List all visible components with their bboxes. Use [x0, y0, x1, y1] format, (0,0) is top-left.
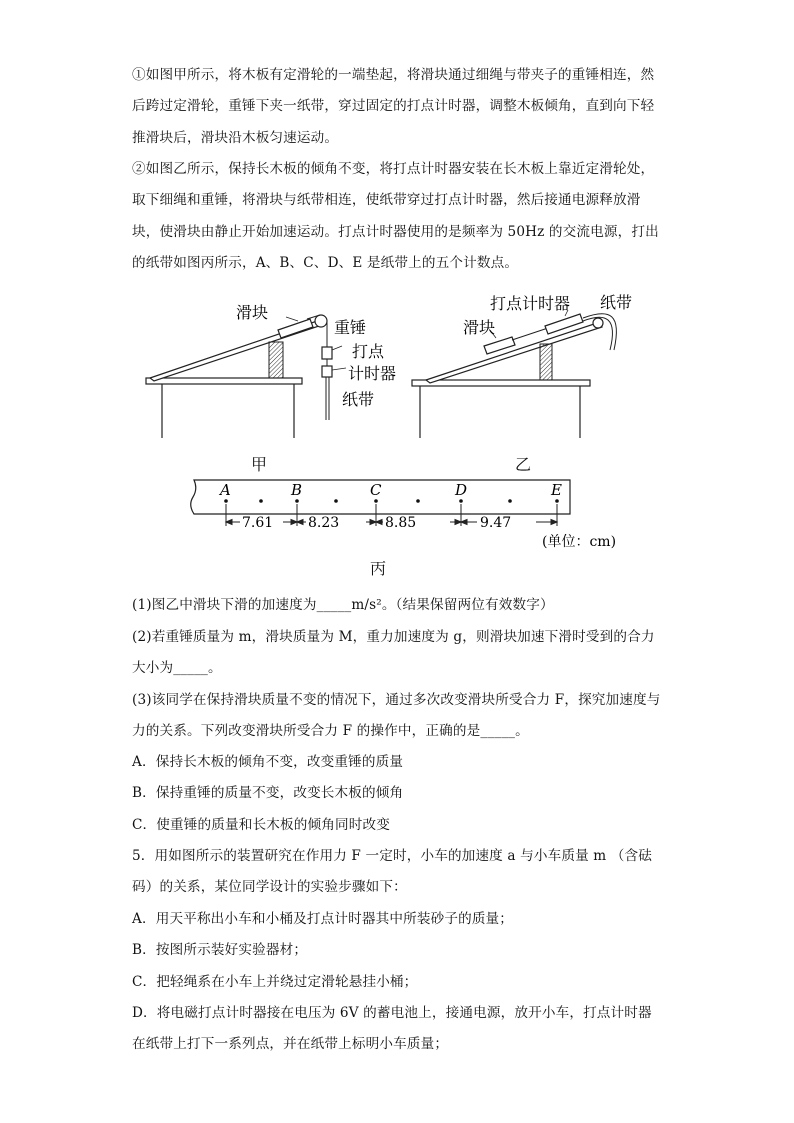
label-weight: 重锤	[334, 318, 367, 337]
count-point-b	[295, 499, 299, 503]
count-point-d	[459, 499, 463, 503]
paragraph-step-1: ①如图甲所示，将木板有定滑轮的一端垫起，将滑块通过细绳与带夹子的重锤相连，然后跨过定滑轮，重锤下夹一纸带，穿过固定的打点计时器，调整木板倾角，直到向下轻推滑块后，滑块沿木板匀速运动。	[132, 67, 655, 146]
option-a: A．保持长木板的倾角不变，改变重锤的质量	[132, 754, 404, 770]
point-label-e: E	[551, 481, 562, 499]
count-point-c	[374, 499, 378, 503]
question-3: (3)该同学在保持滑块质量不变的情况下，通过多次改变滑块所受合力 F，探究加速度与力的关系。下列改变滑块所受合力 F 的操作中，正确的是_____。	[132, 692, 661, 740]
step-c: C．把轻绳系在小车上并绕过定滑轮悬挂小桶；	[132, 974, 418, 990]
option-c: C．使重锤的质量和长木板的倾角同时改变	[132, 817, 390, 833]
label-timer-line2: 计时器	[348, 364, 397, 383]
intermediate-dot	[259, 499, 263, 503]
intermediate-dot	[508, 499, 512, 503]
label-tape-jia: 纸带	[342, 390, 375, 409]
caption-yi: 乙	[515, 455, 532, 474]
label-slider-jia: 滑块	[236, 303, 269, 322]
unit-label: (单位：cm)	[542, 534, 617, 550]
intermediate-dot	[334, 499, 338, 503]
figure-jia-yi	[140, 290, 660, 480]
count-point-a	[224, 499, 228, 503]
distance-bc: 8.23	[308, 515, 340, 531]
option-b: B．保持重锤的质量不变，改变长木板的倾角	[132, 785, 404, 801]
step-d: D．将电磁打点计时器接在电压为 6V 的蓄电池上，接通电源，放开小车，打点计时器在纸带上打下一系列点，并在纸带上标明小车质量；	[132, 1005, 652, 1053]
paragraph-step-2: ②如图乙所示，保持长木板的倾角不变，将打点计时器安装在长木板上靠近定滑轮处，取下细绳和重锤，将滑块与纸带相连，使纸带穿过打点计时器，然后接通电源释放滑块，使滑块由静止开始加速运动。打点计时器使用的是频率为 50Hz 的交流电源，打出的纸带如图丙所示，A、B、C、D、E 是纸带上的五个计数点。	[132, 161, 659, 271]
label-timer-line1: 打点	[352, 342, 385, 361]
step-a: A．用天平称出小车和小桶及打点计时器其中所装砂子的质量；	[132, 911, 514, 927]
point-label-c: C	[370, 481, 382, 499]
intermediate-dot	[416, 499, 420, 503]
point-label-b: B	[291, 481, 303, 499]
question-2: (2)若重锤质量为 m，滑块质量为 M，重力加速度为 g，则滑块加速下滑时受到的合力大小为_____。	[132, 629, 655, 677]
label-slider-yi: 滑块	[463, 318, 496, 337]
distance-de: 9.47	[480, 515, 512, 531]
figure-jia	[146, 303, 396, 438]
step-b: B．按图所示装好实验器材；	[132, 942, 308, 958]
figure-bing-tape	[180, 476, 640, 556]
question-5: 5．用如图所示的装置研究在作用力 F 一定时，小车的加速度 a 与小车质量 m （含砝码）的关系，某位同学设计的实验步骤如下：	[132, 848, 653, 896]
distance-ab: 7.61	[242, 515, 274, 531]
count-point-e	[555, 499, 559, 503]
distance-cd: 8.85	[385, 515, 417, 531]
figure-yi	[412, 293, 632, 438]
caption-bing: 丙	[370, 559, 387, 578]
label-timer-yi: 打点计时器	[490, 294, 571, 313]
question-1: (1)图乙中滑块下滑的加速度为_____m/s²。（结果保留两位有效数字）	[132, 597, 554, 613]
point-label-d: D	[455, 481, 468, 499]
caption-jia: 甲	[251, 455, 268, 474]
label-tape-yi: 纸带	[600, 293, 633, 312]
point-label-a: A	[220, 481, 231, 499]
